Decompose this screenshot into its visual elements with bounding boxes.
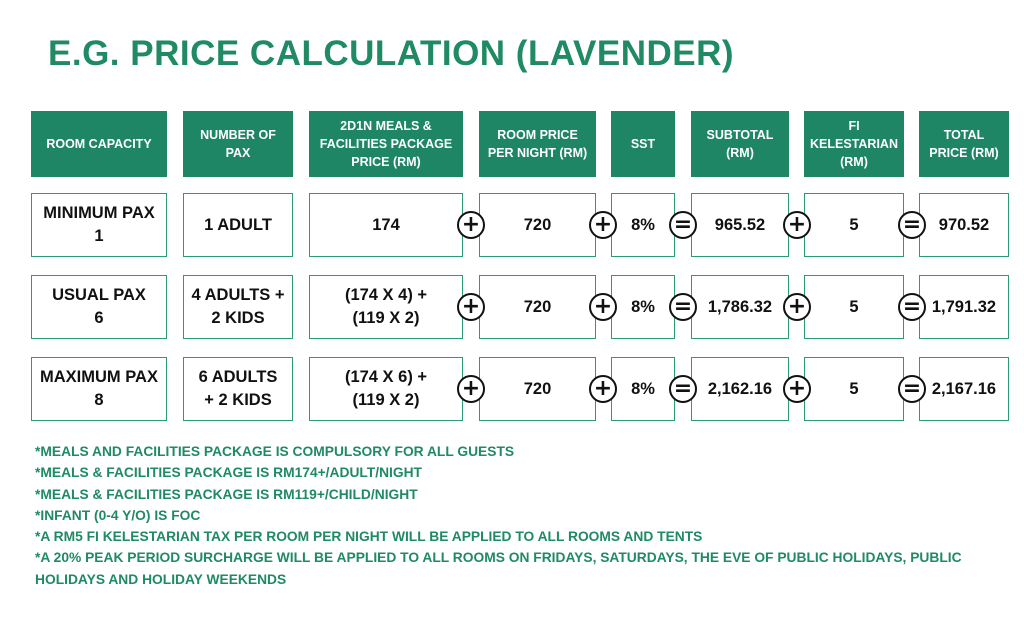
header-room-price: ROOM PRICE PER NIGHT (RM) <box>479 111 596 177</box>
equals-icon: = <box>669 293 697 321</box>
cell-package-price: 174 <box>309 193 463 257</box>
cell-sst: 8% <box>611 275 675 339</box>
cell-room-capacity: MAXIMUM PAX 8 <box>31 357 167 421</box>
note-item: *MEALS & FACILITIES PACKAGE IS RM174+/ADULT/NIGHT <box>35 465 422 481</box>
page-title: E.G. PRICE CALCULATION (LAVENDER) <box>48 34 735 73</box>
header-total-price: TOTAL PRICE (RM) <box>919 111 1009 177</box>
cell-fi-kelestarian: 5 <box>804 275 904 339</box>
cell-subtotal: 965.52 <box>691 193 789 257</box>
header-sst: SST <box>611 111 675 177</box>
plus-icon: + <box>589 211 617 239</box>
cell-fi-kelestarian: 5 <box>804 193 904 257</box>
equals-icon: = <box>669 211 697 239</box>
cell-sst: 8% <box>611 357 675 421</box>
plus-icon: + <box>457 211 485 239</box>
notes-list <box>35 441 1010 590</box>
note-item: *MEALS & FACILITIES PACKAGE IS RM119+/CHILD/NIGHT <box>35 486 418 502</box>
cell-fi-kelestarian: 5 <box>804 357 904 421</box>
cell-room-price: 720 <box>479 193 596 257</box>
cell-total-price: 1,791.32 <box>919 275 1009 339</box>
plus-icon: + <box>783 211 811 239</box>
cell-room-capacity: USUAL PAX 6 <box>31 275 167 339</box>
note-item: *A RM5 FI KELESTARIAN TAX PER ROOM PER NIGHT WILL BE APPLIED TO ALL ROOMS AND TENTS <box>35 529 703 545</box>
plus-icon: + <box>589 375 617 403</box>
cell-subtotal: 1,786.32 <box>691 275 789 339</box>
plus-icon: + <box>783 375 811 403</box>
cell-total-price: 970.52 <box>919 193 1009 257</box>
note-item: *MEALS AND FACILITIES PACKAGE IS COMPULSORY FOR ALL GUESTS <box>35 444 515 459</box>
equals-icon: = <box>898 375 926 403</box>
cell-number-of-pax: 1 ADULT <box>183 193 293 257</box>
cell-number-of-pax: 4 ADULTS + 2 KIDS <box>183 275 293 339</box>
plus-icon: + <box>783 293 811 321</box>
cell-room-price: 720 <box>479 357 596 421</box>
equals-icon: = <box>898 293 926 321</box>
header-fi-kelestarian: FI KELESTARIAN (RM) <box>804 111 904 177</box>
note-item: *A 20% PEAK PERIOD SURCHARGE WILL BE APPLIED TO ALL ROOMS ON FRIDAYS, SATURDAYS, THE EVE OF PUBLIC HOLIDAYS, PUBLIC HOLIDAYS AND HOLIDAY WEEKENDS <box>35 550 962 587</box>
header-package-price: 2D1N MEALS & FACILITIES PACKAGE PRICE (RM) <box>309 111 463 177</box>
plus-icon: + <box>457 375 485 403</box>
note-item: *INFANT (0-4 Y/O) IS FOC <box>35 507 201 523</box>
cell-total-price: 2,167.16 <box>919 357 1009 421</box>
plus-icon: + <box>457 293 485 321</box>
equals-icon: = <box>898 211 926 239</box>
cell-subtotal: 2,162.16 <box>691 357 789 421</box>
cell-room-price: 720 <box>479 275 596 339</box>
cell-sst: 8% <box>611 193 675 257</box>
cell-package-price: (174 X 4) + (119 X 2) <box>309 275 463 339</box>
header-number-of-pax: NUMBER OF PAX <box>183 111 293 177</box>
cell-package-price: (174 X 6) + (119 X 2) <box>309 357 463 421</box>
header-room-capacity: ROOM CAPACITY <box>31 111 167 177</box>
cell-room-capacity: MINIMUM PAX 1 <box>31 193 167 257</box>
equals-icon: = <box>669 375 697 403</box>
plus-icon: + <box>589 293 617 321</box>
header-subtotal: SUBTOTAL (RM) <box>691 111 789 177</box>
cell-number-of-pax: 6 ADULTS + 2 KIDS <box>183 357 293 421</box>
